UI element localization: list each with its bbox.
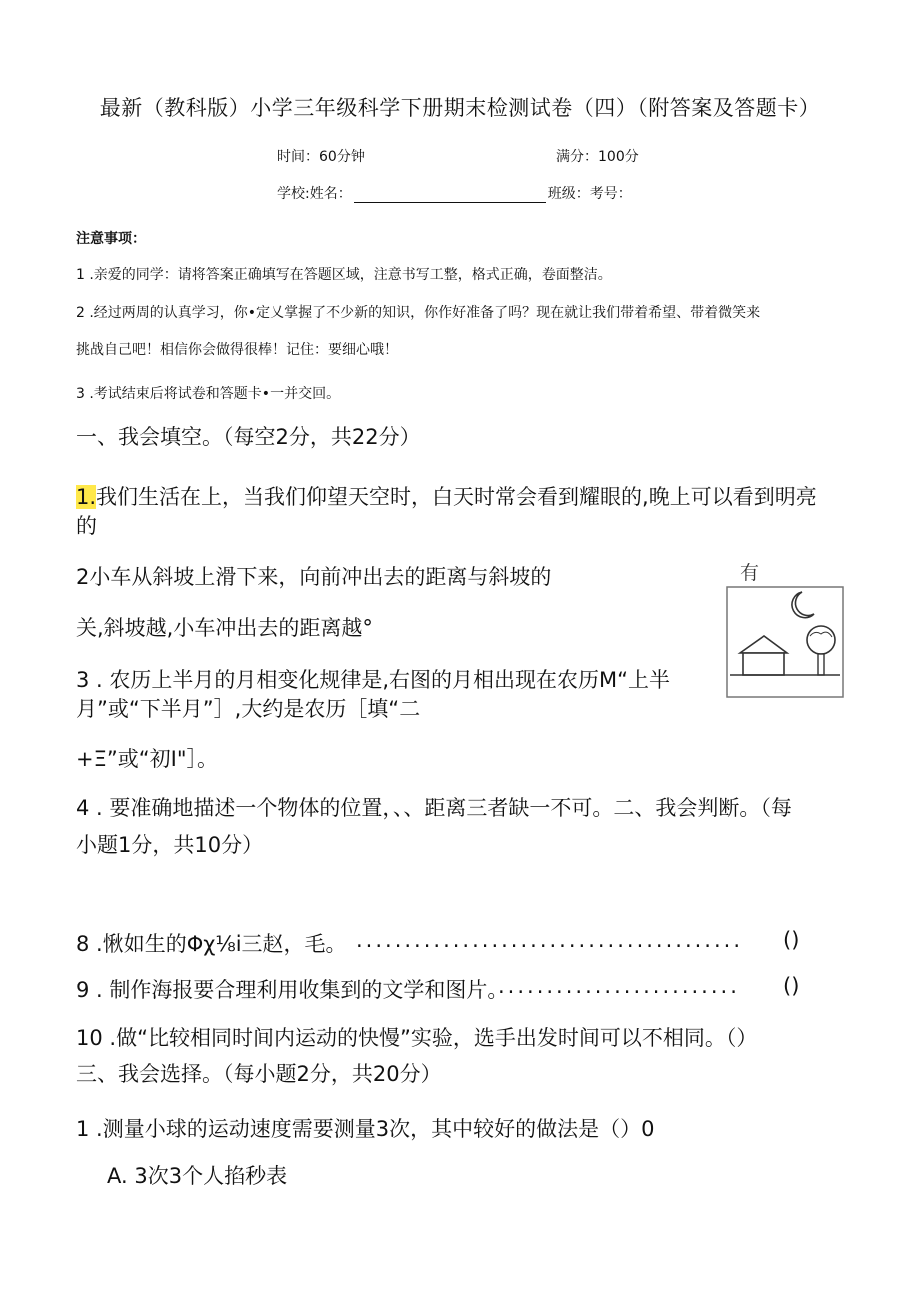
choice-question-1-option-a[interactable]: A. 3次3个人掐秒表 xyxy=(107,1164,288,1188)
question-1-4-line1: 4 . 要准确地描述一个物体的位置，、、距离三者缺一不可。二、我会判断。（每 xyxy=(76,796,792,820)
judge-question-8: 8 .愀如生的Φχ⅛i三赵，毛。 xyxy=(76,932,347,956)
question-1-1-cont: 的 xyxy=(76,514,97,538)
tree-trunk-icon xyxy=(818,654,824,675)
moon-phase-picture xyxy=(726,560,844,698)
judge-question-9-dots: ......................... xyxy=(498,974,740,998)
tree-icon xyxy=(807,626,835,654)
question-1-3-line1: 3 . 农历上半月的月相变化规律是,右图的月相出现在农历M“上半 xyxy=(76,668,671,692)
notice-item-3: 3 .考试结束后将试卷和答题卡•一并交回。 xyxy=(76,386,341,402)
judge-question-9: 9 . 制作海报要合理利用收集到的文学和图片。 xyxy=(76,978,509,1002)
question-1-4-line2: 小题1分，共10分） xyxy=(76,833,264,857)
judge-question-10: 10 .做“比较相同时间内运动的快慢”实验，选手出发时间可以不相同。（） xyxy=(76,1026,758,1050)
question-1-1 xyxy=(76,481,817,511)
picture-label: 有 xyxy=(740,562,760,584)
judge-question-9-answer[interactable]: () xyxy=(783,974,800,998)
notice-item-2: 2 .经过两周的认真学习，你•定乂掌握了不少新的知识，你作好准备了吗？现在就让我们带着希望、带着微笑来 xyxy=(76,305,761,321)
notice-item-2-cont: 挑战自己吧！相信你会做得很棒！记住：要细心哦！ xyxy=(76,342,398,358)
full-score: 满分：100分 xyxy=(556,149,639,165)
student-info-line xyxy=(277,183,632,203)
choice-question-1: 1 .测量小球的运动速度需要测量3次，其中较好的做法是（）0 xyxy=(76,1117,655,1141)
section-3-heading: 三、我会选择。（每小题2分，共20分） xyxy=(76,1062,442,1086)
school-name-label: 学校:姓名： xyxy=(277,186,352,202)
name-blank[interactable] xyxy=(354,185,546,203)
question-1-3-line2: 月”或“下半月”］,大约是农历［填“二 xyxy=(76,697,421,721)
question-1-3-line3: +Ξ”或“初I"］。 xyxy=(76,747,218,771)
notice-item-1: 1 .亲爱的同学：请将答案正确填写在答题区域，注意书写工整，格式正确，卷面整洁。 xyxy=(76,267,612,283)
class-number-label: 班级：考号： xyxy=(547,186,632,202)
judge-question-8-dots: ........................................ xyxy=(356,928,744,952)
question-1-2-line1: 2小车从斜坡上滑下来，向前冲出去的距离与斜坡的 xyxy=(76,565,552,589)
judge-question-8-answer[interactable]: () xyxy=(783,928,800,952)
question-1-1-text: 我们生活在上，当我们仰望天空时，白天时常会看到耀眼的,晚上可以看到明亮 xyxy=(96,485,817,509)
exam-title: 最新（教科版）小学三年级科学下册期末检测试卷（四）（附答案及答题卡） xyxy=(99,96,821,120)
house-icon xyxy=(743,653,784,675)
question-1-1-number: 1. xyxy=(76,485,97,509)
notice-heading: 注意事项： xyxy=(76,231,146,247)
question-1-2-line2: 关,斜坡越,小车冲出去的距离越° xyxy=(76,616,373,640)
section-1-heading: 一、我会填空。（每空2分，共22分） xyxy=(76,425,421,449)
time-limit: 时间：60分钟 xyxy=(277,149,365,165)
